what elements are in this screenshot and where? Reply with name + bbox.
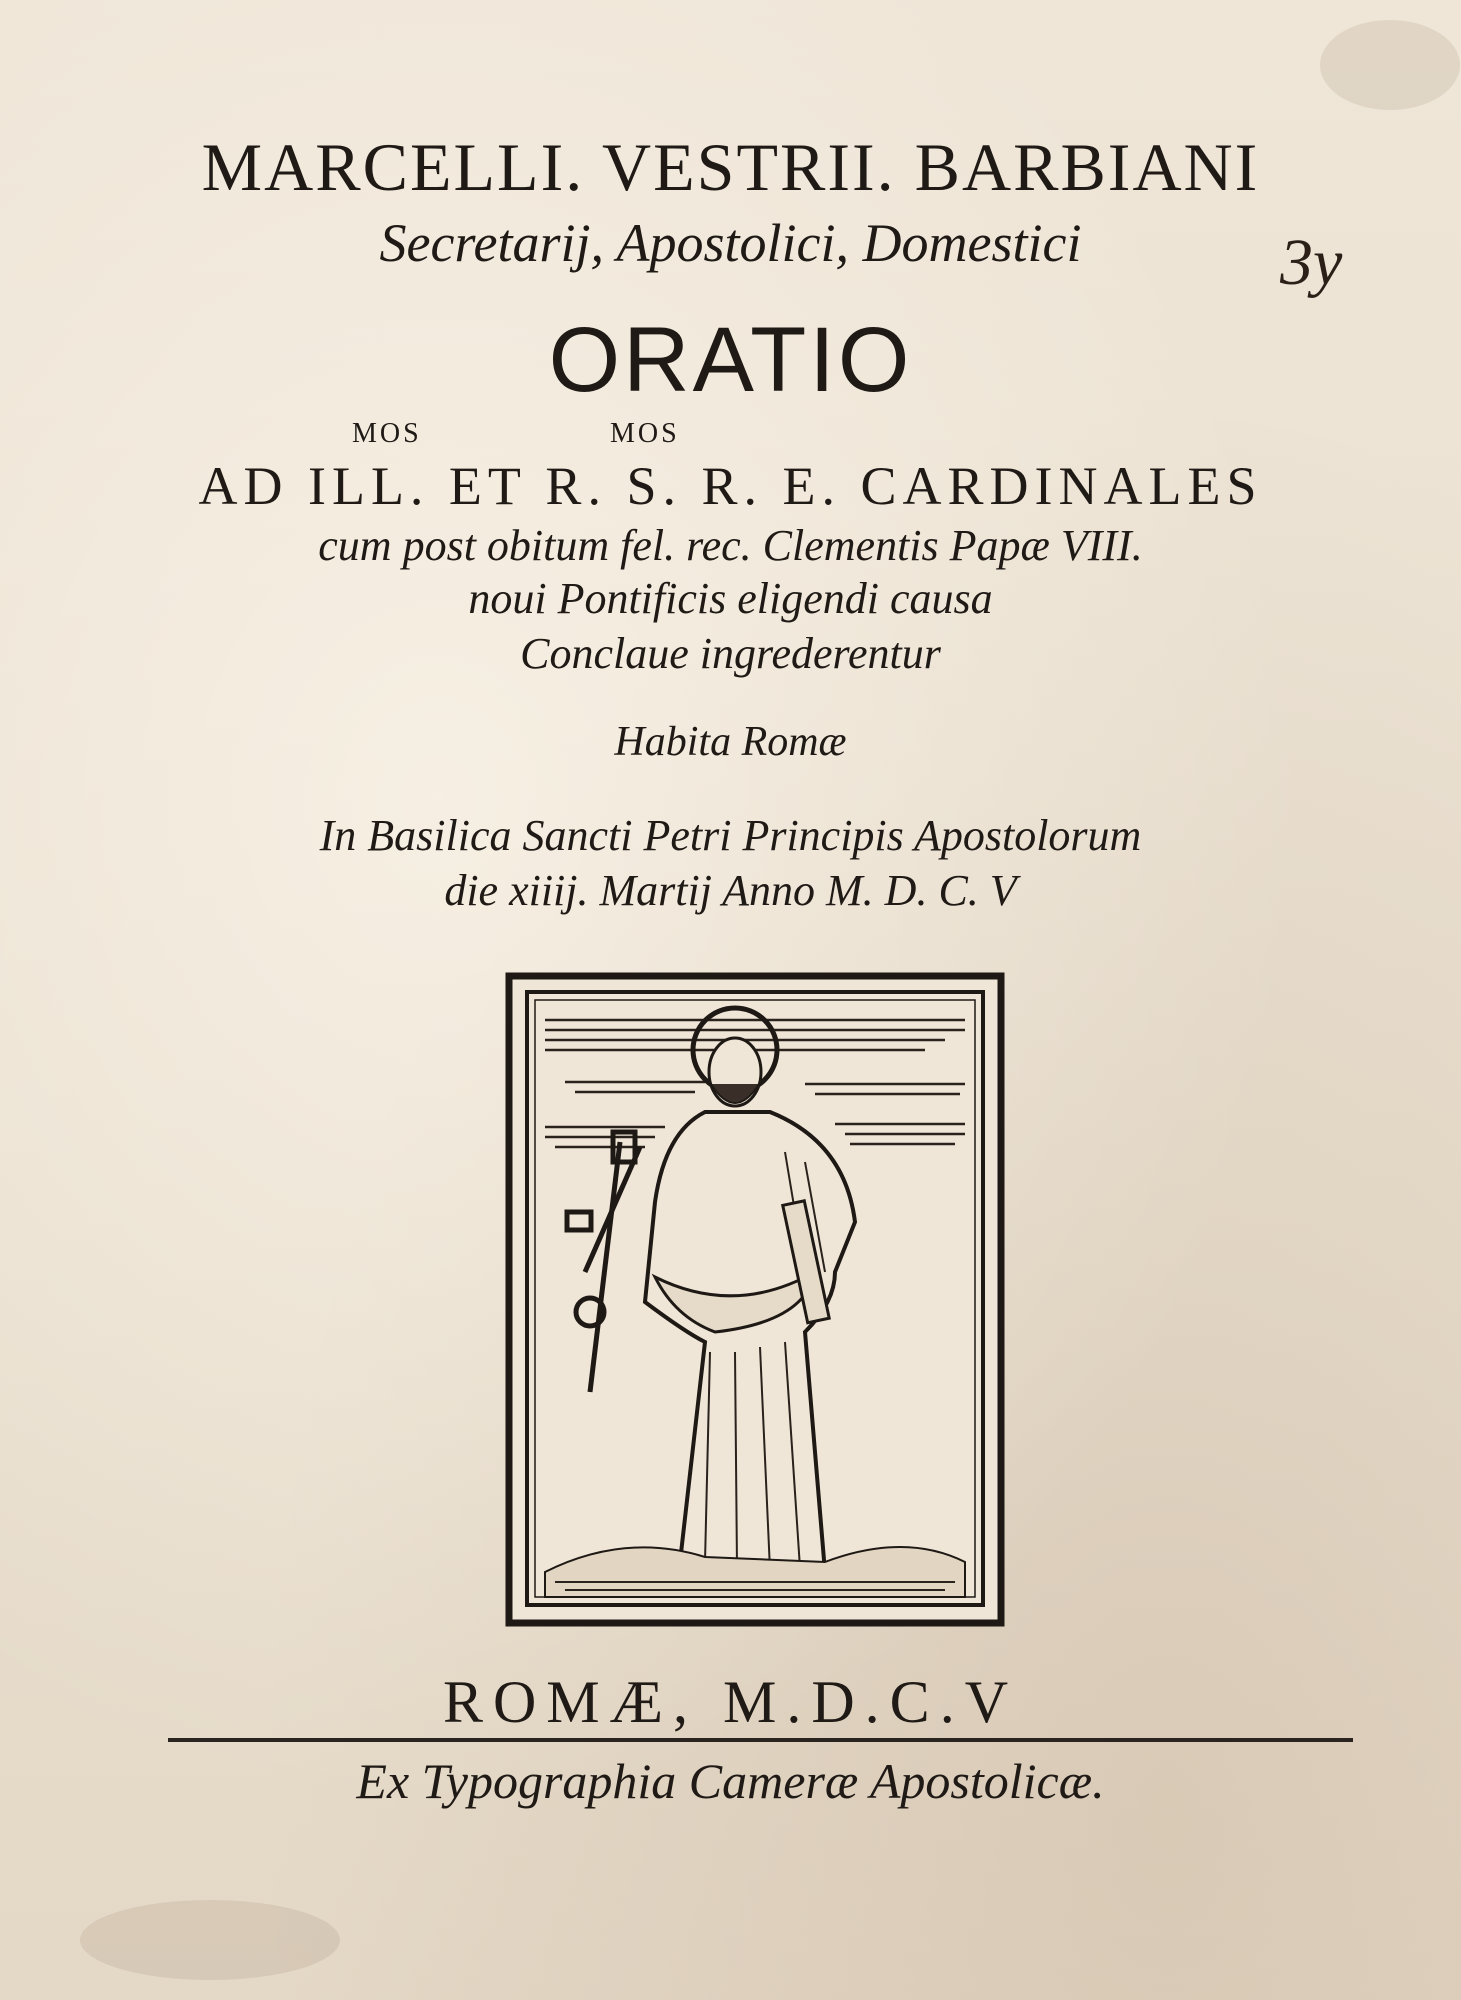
main-title: ORATIO: [548, 309, 913, 411]
imprint-place: ROMÆ, M.D.C.V: [442, 1669, 1019, 1735]
superscript-mos-2: MOS: [610, 418, 680, 449]
author-subtitle: Secretarij, Apostolici, Domestici: [379, 213, 1082, 273]
paper-stain: [1320, 20, 1460, 110]
handwritten-mark: 3y: [1280, 226, 1343, 299]
date-line: die xiiij. Martij Anno M. D. C. V: [444, 866, 1017, 915]
author-line: MARCELLI. VESTRII. BARBIANI: [201, 129, 1260, 205]
description-line-3: Conclaue ingrederentur: [520, 629, 941, 678]
venue-line: In Basilica Sancti Petri Principis Apostolorum: [319, 811, 1142, 860]
description-line-1: cum post obitum fel. rec. Clementis Papæ VIII.: [318, 521, 1143, 570]
delivered-line: Habita Romæ: [614, 719, 847, 765]
address-line: AD ILL. ET R. S. R. E. CARDINALES: [198, 456, 1263, 516]
saint-peter-woodcut: [505, 972, 1005, 1627]
description-line-2: noui Pontificis eligendi causa: [468, 574, 993, 623]
printer-line: Ex Typographia Cameræ Apostolicæ.: [356, 1753, 1105, 1809]
imprint-rule: [168, 1738, 1353, 1742]
superscript-mos-1: MOS: [352, 418, 422, 449]
paper-stain: [80, 1900, 340, 1980]
